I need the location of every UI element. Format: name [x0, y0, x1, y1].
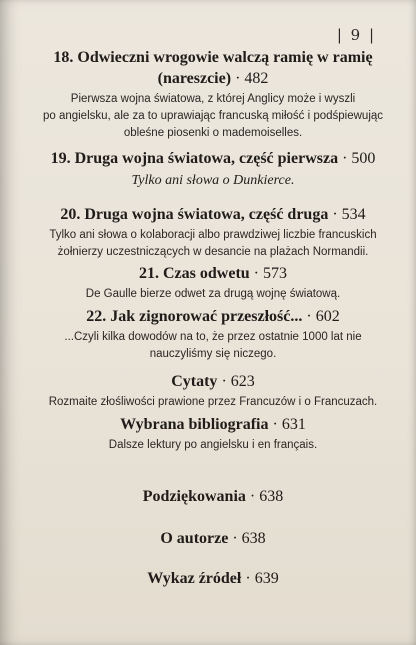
toc-entry-description: ...Czyli kilka dowodów na to, że przez ostatnie 1000 lat nie nauczyliśmy się niczego.	[64, 331, 362, 360]
toc-entry-page: · 500	[342, 150, 376, 167]
toc-entry-description: Rozmaite złośliwości prawione przez Francuzów i o Francuzach.	[48, 396, 378, 408]
toc-entry-podziekowania	[30, 486, 396, 507]
toc-entry-page: · 534	[332, 206, 366, 223]
toc-entry-page: · 638	[232, 530, 266, 547]
toc-entry-description: De Gaulle bierze odwet za drugą wojnę światową.	[85, 288, 341, 300]
toc-entry-title: 21. Czas odwetu · 573	[139, 265, 287, 282]
toc-entry-description: Dalsze lektury po angielsku i en français.	[108, 439, 318, 451]
toc-entry-title: Wybrana bibliografia · 631	[120, 416, 306, 433]
toc-entry-20	[30, 204, 396, 261]
toc-entry-22	[30, 306, 396, 363]
page-number: | 9 |	[336, 26, 376, 44]
toc-entry-page: · 602	[306, 308, 340, 325]
toc-entry-o-autorze	[30, 528, 396, 549]
toc-entry-title: 19. Druga wojna światowa, część pierwsza · 500	[50, 150, 376, 167]
toc-entry-21	[30, 263, 396, 303]
toc-entry-title: Podziękowania · 638	[142, 488, 284, 505]
toc-entry-page: · 573	[253, 265, 287, 282]
toc-entry-19	[30, 148, 396, 190]
toc-entry-page: · 639	[245, 570, 279, 587]
toc-entry-page: · 623	[221, 373, 255, 390]
toc-entry-wykaz-zrodel	[30, 568, 396, 589]
toc-entry-title: Cytaty · 623	[171, 373, 255, 390]
toc-entry-description: Tylko ani słowa o kolaboracji albo prawdziwej liczbie francuskich żołnierzy uczestniczących w desancie na plażach Normandii.	[49, 229, 377, 258]
toc-entry-description: Pierwsza wojna światowa, z której Anglicy może i wyszli po angielsku, ale za to uprawiając francuską miłość i podśpiewując obleśne piosenki o mademoiselles.	[42, 93, 384, 139]
toc-entry-title: 22. Jak zignorować przeszłość... · 602	[86, 308, 340, 325]
toc-entry-title: Wykaz źródeł · 639	[147, 570, 279, 587]
toc-entry-title: O autorze · 638	[160, 530, 266, 547]
toc-entry-page: · 638	[249, 488, 284, 505]
toc-entry-description: Tylko ani słowa o Dunkierce.	[131, 173, 295, 188]
toc-entry-title: 18. Odwieczni wrogowie walczą ramię w ramię (nareszcie) · 482	[53, 49, 373, 87]
toc-entry-18	[30, 47, 396, 142]
toc-entry-title: 20. Druga wojna światowa, część druga · 534	[60, 206, 366, 223]
toc-entry-page: · 482	[235, 70, 269, 87]
toc-entry-cytaty	[30, 371, 396, 411]
toc-entry-page: · 631	[272, 416, 306, 433]
toc-entry-bibliografia	[30, 414, 396, 454]
